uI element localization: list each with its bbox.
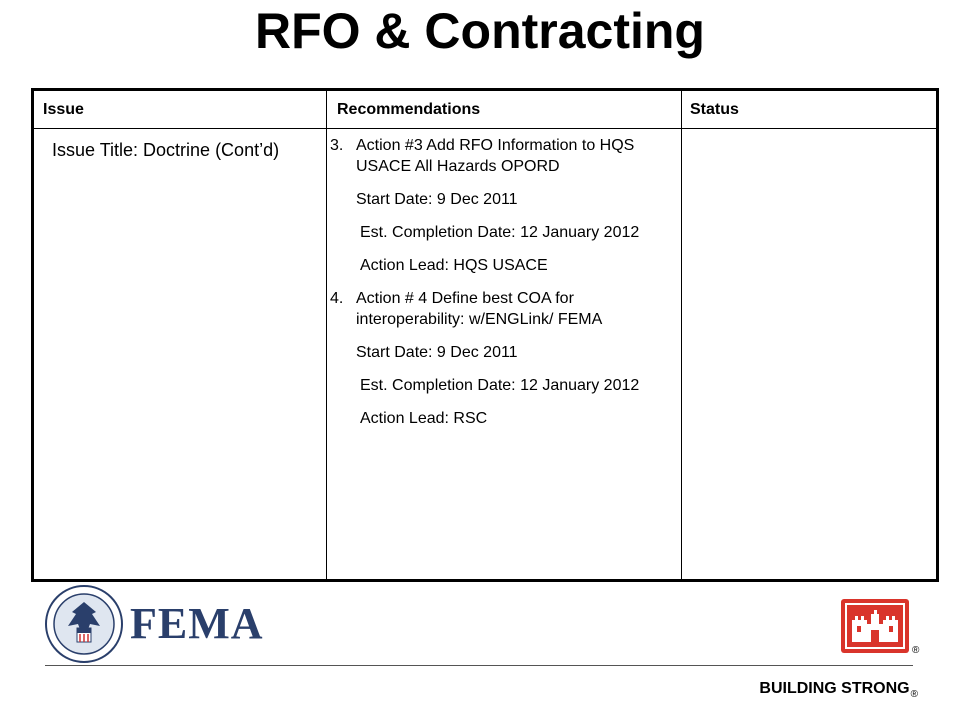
recommendation-item [330, 288, 675, 330]
item-number: 3. [330, 137, 344, 154]
header-recommendations: Recommendations [337, 101, 481, 118]
item-start-date: Start Date: 9 Dec 2011 [356, 344, 518, 361]
item-completion-date: Est. Completion Date: 12 January 2012 [360, 377, 640, 394]
column-divider [326, 91, 327, 579]
building-strong-footer [759, 680, 918, 700]
item-start-date: Start Date: 9 Dec 2011 [356, 191, 518, 208]
column-divider [681, 91, 682, 579]
item-number: 4. [330, 290, 344, 307]
item-action: Action # 4 Define best COA for interoperability: w/ENGLink/ FEMA [356, 290, 603, 328]
item-completion-date: Est. Completion Date: 12 January 2012 [360, 224, 640, 241]
item-lead: Action Lead: RSC [360, 410, 488, 427]
footer-text: BUILDING STRONG [759, 680, 910, 697]
issue-cell: Issue Title: Doctrine (Cont’d) [52, 140, 280, 160]
header-issue: Issue [43, 101, 84, 118]
page-title: RFO & Contracting [255, 3, 705, 59]
registered-mark: ® [912, 645, 920, 656]
usace-castle-logo-icon [840, 598, 910, 654]
table-header-row [34, 91, 936, 129]
dhs-seal-icon [44, 584, 124, 664]
fema-logo-text: FEMA [130, 599, 264, 648]
item-action: Action #3 Add RFO Information to HQS USACE All Hazards OPORD [356, 137, 635, 175]
issues-table [31, 88, 939, 582]
header-status: Status [690, 101, 739, 118]
recommendations-cell [330, 135, 675, 429]
item-lead: Action Lead: HQS USACE [360, 257, 548, 274]
footer-divider [45, 665, 913, 666]
recommendation-item [330, 135, 675, 177]
footer-registered-mark: ® [910, 689, 918, 701]
